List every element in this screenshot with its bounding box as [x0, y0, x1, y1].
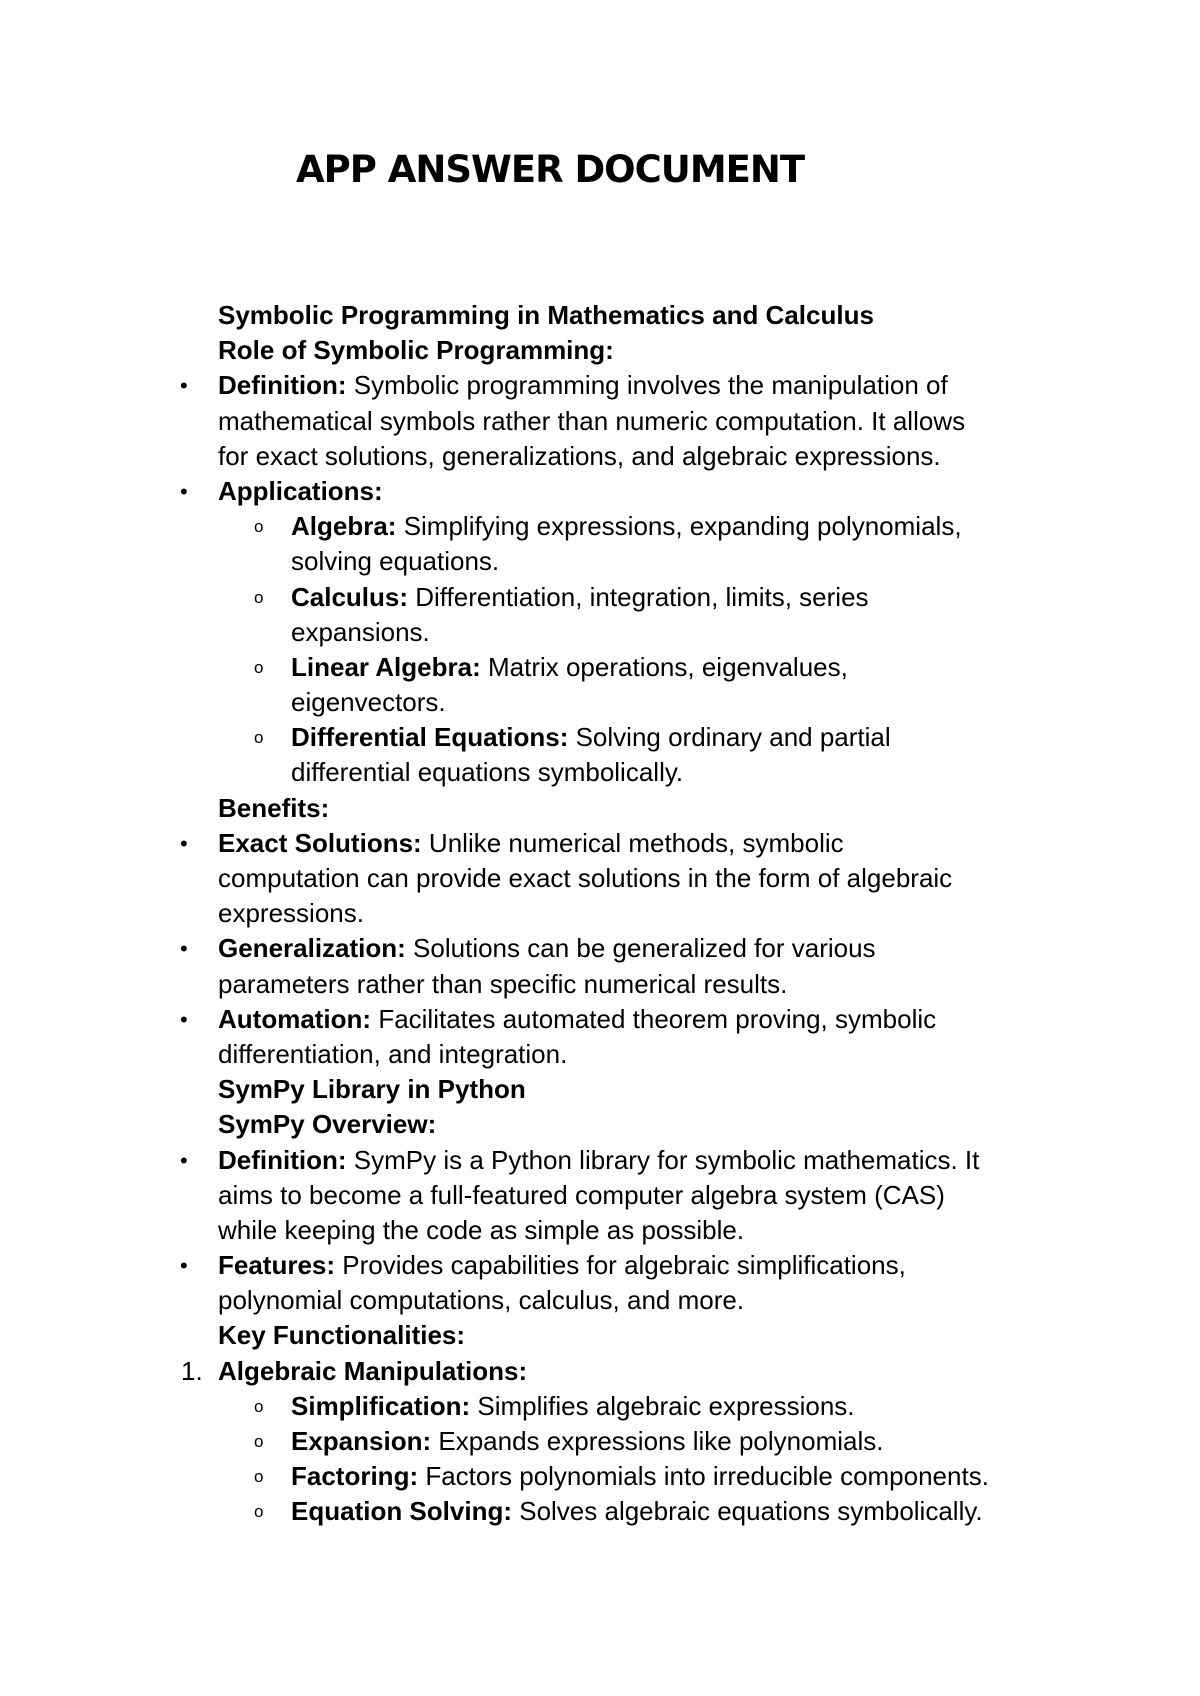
list-item-continuation: parameters rather than specific numerical results. — [218, 968, 788, 999]
list-number: 1. — [181, 1355, 203, 1386]
sub-list-item: o Simplification: Simplifies algebraic expressions. — [0, 1389, 1200, 1424]
list-item: • Generalization: Solutions can be generalized for various — [0, 931, 1200, 966]
sub-list-item: o Expansion: Expands expressions like polynomials. — [0, 1424, 1200, 1459]
section-heading: SymPy Library in Python — [218, 1074, 526, 1105]
section-heading: Symbolic Programming in Mathematics and Calculus — [218, 300, 874, 330]
sub-list-item: o Linear Algebra: Matrix operations, eigenvalues, — [0, 650, 1200, 685]
sub-list-item: o Factoring: Factors polynomials into irreducible components. — [0, 1459, 1200, 1494]
circle-bullet-icon: o — [254, 1432, 264, 1451]
circle-bullet-icon: o — [254, 1502, 264, 1522]
sub-list-item-continuation: expansions. — [291, 616, 430, 647]
circle-bullet-icon: o — [254, 657, 264, 677]
circle-bullet-icon: o — [254, 1467, 264, 1487]
bullet-icon: • — [180, 1006, 188, 1032]
list-item: • Exact Solutions: Unlike numerical methods, symbolic — [0, 826, 1200, 861]
list-item: • Definition: Symbolic programming involves the manipulation of — [0, 368, 1200, 403]
sub-list-item-continuation: solving equations. — [291, 546, 500, 577]
list-item: • Automation: Facilitates automated theorem proving, symbolic — [0, 1002, 1200, 1037]
subsection-heading: Key Functionalities: — [218, 1320, 466, 1351]
list-item: • Applications: — [0, 474, 1200, 509]
bullet-icon: • — [180, 1147, 188, 1173]
bullet-icon: • — [180, 478, 188, 504]
circle-bullet-icon: o — [254, 728, 264, 748]
sub-list-item: o Equation Solving: Solves algebraic equations symbolically. — [0, 1494, 1200, 1529]
list-item-continuation: mathematical symbols rather than numeric computation. It allows — [218, 405, 966, 436]
sub-list-item-continuation: differential equations symbolically. — [291, 757, 684, 788]
subsection-heading: Benefits: — [218, 792, 330, 823]
subsection-heading: Role of Symbolic Programming: — [218, 335, 614, 366]
document-body — [0, 298, 1200, 1530]
sub-list-item: o Differential Equations: Solving ordinary and partial — [0, 720, 1200, 755]
circle-bullet-icon: o — [254, 517, 264, 537]
bullet-icon: • — [180, 1253, 188, 1279]
document-title: APP ANSWER DOCUMENT — [296, 148, 805, 191]
circle-bullet-icon: o — [254, 1396, 264, 1416]
list-item-continuation: computation can provide exact solutions in the form of algebraic — [218, 863, 953, 893]
list-item-continuation: polynomial computations, calculus, and more. — [218, 1285, 745, 1316]
list-item-continuation: for exact solutions, generalizations, and algebraic expressions. — [218, 440, 941, 471]
bullet-icon: • — [180, 936, 188, 962]
sub-list-item: o Calculus: Differentiation, integration, limits, series — [0, 580, 1200, 615]
bullet-icon: • — [180, 830, 188, 856]
circle-bullet-icon: o — [254, 587, 264, 607]
bullet-icon: • — [180, 373, 188, 399]
list-item: • Definition: SymPy is a Python library for symbolic mathematics. It — [0, 1143, 1200, 1178]
list-item-continuation: aims to become a full-featured computer algebra system (CAS) — [218, 1179, 945, 1210]
list-item-continuation: differentiation, and integration. — [218, 1038, 568, 1069]
sub-list-item: o Algebra: Simplifying expressions, expanding polynomials, — [0, 509, 1200, 544]
list-item-continuation: while keeping the code as simple as possible. — [218, 1214, 745, 1245]
subsection-heading: SymPy Overview: — [218, 1109, 437, 1140]
numbered-list-item: 1. Algebraic Manipulations: — [0, 1354, 1200, 1389]
sub-list-item-continuation: eigenvectors. — [291, 687, 446, 718]
list-item: • Features: Provides capabilities for algebraic simplifications, — [0, 1248, 1200, 1283]
list-item-continuation: expressions. — [218, 898, 364, 929]
